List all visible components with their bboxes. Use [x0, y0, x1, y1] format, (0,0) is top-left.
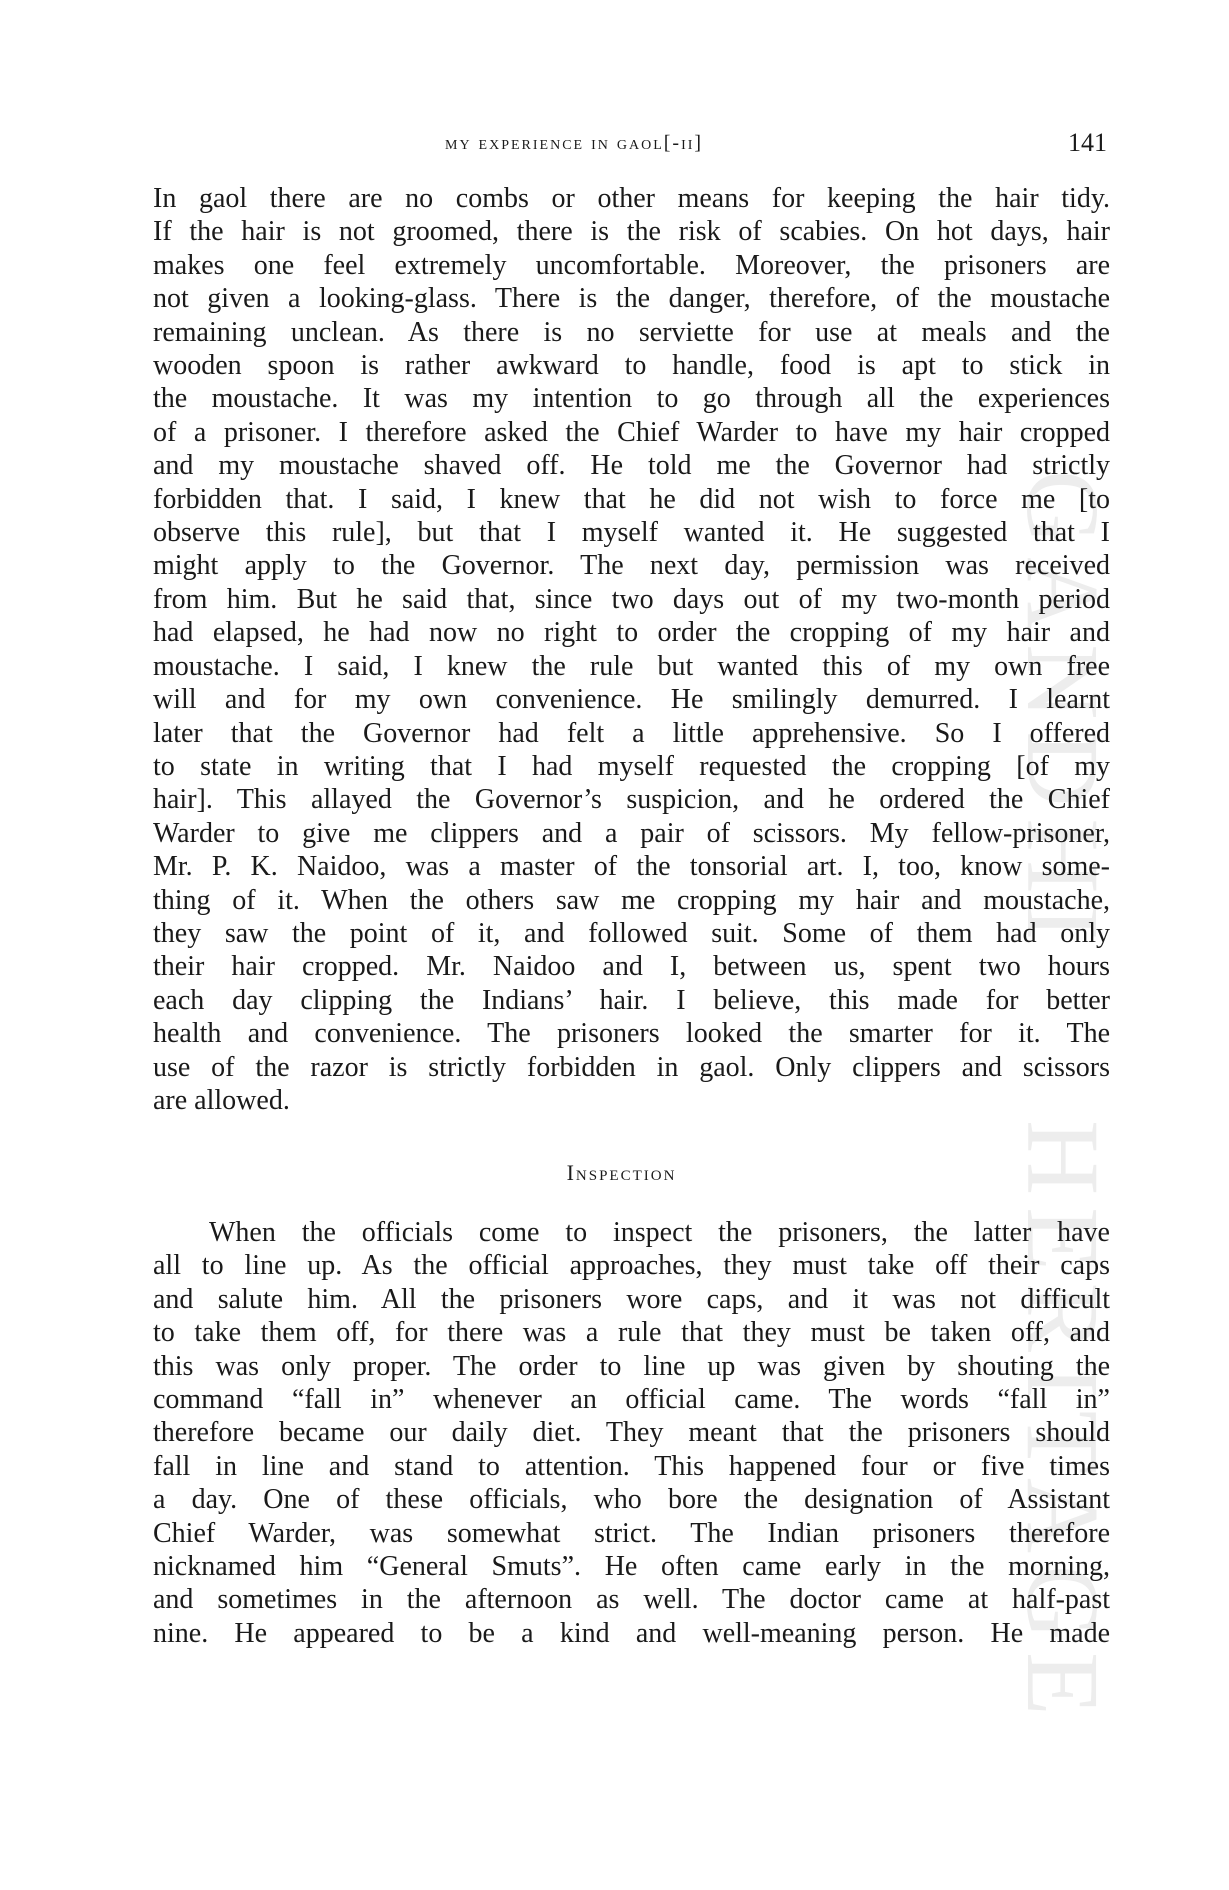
text-line: might apply to the Governor. The next day, permission was received [153, 550, 1110, 582]
text-line: If the hair is not groomed, there is the risk of scabies. On hot days, hair [153, 216, 1110, 248]
paragraph-hair-cropping [153, 182, 1110, 1117]
text-line: health and convenience. The prisoners looked the smarter for it. The [153, 1018, 1110, 1050]
text-line: from him. But he said that, since two days out of my two-month period [153, 583, 1110, 615]
text-line: they saw the point of it, and followed suit. Some of them had only [153, 917, 1110, 949]
text-line: observe this rule], but that I myself wanted it. He suggested that I [153, 517, 1110, 549]
text-line: not given a looking-glass. There is the danger, therefore, of the moustache [153, 283, 1110, 315]
watermark-text-lower: HERITAGE [1005, 1120, 1120, 1728]
paragraph-inspection [153, 1216, 1110, 1650]
text-line: command “fall in” whenever an official came. The words “fall in” [153, 1384, 1110, 1416]
section-heading [0, 1160, 1229, 1186]
text-line: hair]. This allayed the Governor’s suspicion, and he ordered the Chief [153, 784, 1110, 816]
text-line: Warder to give me clippers and a pair of scissors. My fellow-prisoner, [153, 817, 1110, 849]
text-line: fall in line and stand to attention. This happened four or five times [153, 1450, 1110, 1482]
text-line: all to line up. As the official approaches, they must take off their caps [153, 1250, 1110, 1282]
text-line: a day. One of these officials, who bore the designation of Assistant [153, 1484, 1110, 1516]
text-line: therefore became our daily diet. They meant that the prisoners should [153, 1417, 1110, 1449]
text-line: to take them off, for there was a rule that they must be taken off, and [153, 1317, 1110, 1349]
text-line: thing of it. When the others saw me cropping my hair and moustache, [153, 884, 1110, 916]
text-line: of a prisoner. I therefore asked the Chief Warder to have my hair cropped [153, 416, 1110, 448]
watermark-text-upper: GANDHI [1005, 470, 1120, 953]
section-heading-text: Inspection [566, 1160, 677, 1185]
text-line: In gaol there are no combs or other means for keeping the hair tidy. [153, 183, 1110, 214]
text-line: use of the razor is strictly forbidden in gaol. Only clippers and scissors [153, 1051, 1110, 1083]
text-line: forbidden that. I said, I knew that he did not wish to force me [to [153, 483, 1110, 515]
text-line: will and for my own convenience. He smilingly demurred. I learnt [153, 684, 1110, 716]
text-line: and my moustache shaved off. He told me the Governor had strictly [153, 450, 1110, 482]
text-line: the moustache. It was my intention to go through all the experiences [153, 383, 1110, 415]
text-line: moustache. I said, I knew the rule but wanted this of my own free [153, 650, 1110, 682]
text-line: are allowed. [153, 1084, 290, 1116]
text-line: Mr. P. K. Naidoo, was a master of the tonsorial art. I, too, know some- [153, 851, 1110, 883]
text-line: to state in writing that I had myself requested the cropping [of my [153, 750, 1110, 782]
text-line: Chief Warder, was somewhat strict. The Indian prisoners therefore [153, 1517, 1110, 1549]
text-line: makes one feel extremely uncomfortable. Moreover, the prisoners are [153, 249, 1110, 281]
text-line: this was only proper. The order to line up was given by shouting the [153, 1350, 1110, 1382]
text-line: later that the Governor had felt a little apprehensive. So I offered [153, 717, 1110, 749]
text-line: had elapsed, he had now no right to order the cropping of my hair and [153, 617, 1110, 649]
text-line: When the officials come to inspect the prisoners, the latter have [209, 1217, 1110, 1248]
text-line: remaining unclean. As there is no serviette for use at meals and the [153, 316, 1110, 348]
text-line: each day clipping the Indians’ hair. I believe, this made for better [153, 984, 1110, 1016]
text-line: nicknamed him “General Smuts”. He often came early in the morning, [153, 1551, 1110, 1583]
running-head: my experience in gaol[-ii] [445, 132, 704, 154]
text-line: and salute him. All the prisoners wore caps, and it was not difficult [153, 1283, 1110, 1315]
text-line: nine. He appeared to be a kind and well-meaning person. He made [153, 1617, 1110, 1649]
text-line: and sometimes in the afternoon as well. The doctor came at half-past [153, 1584, 1110, 1616]
text-line: wooden spoon is rather awkward to handle, food is apt to stick in [153, 350, 1110, 382]
page-number: 141 [1068, 128, 1107, 157]
text-line: their hair cropped. Mr. Naidoo and I, between us, spent two hours [153, 951, 1110, 983]
